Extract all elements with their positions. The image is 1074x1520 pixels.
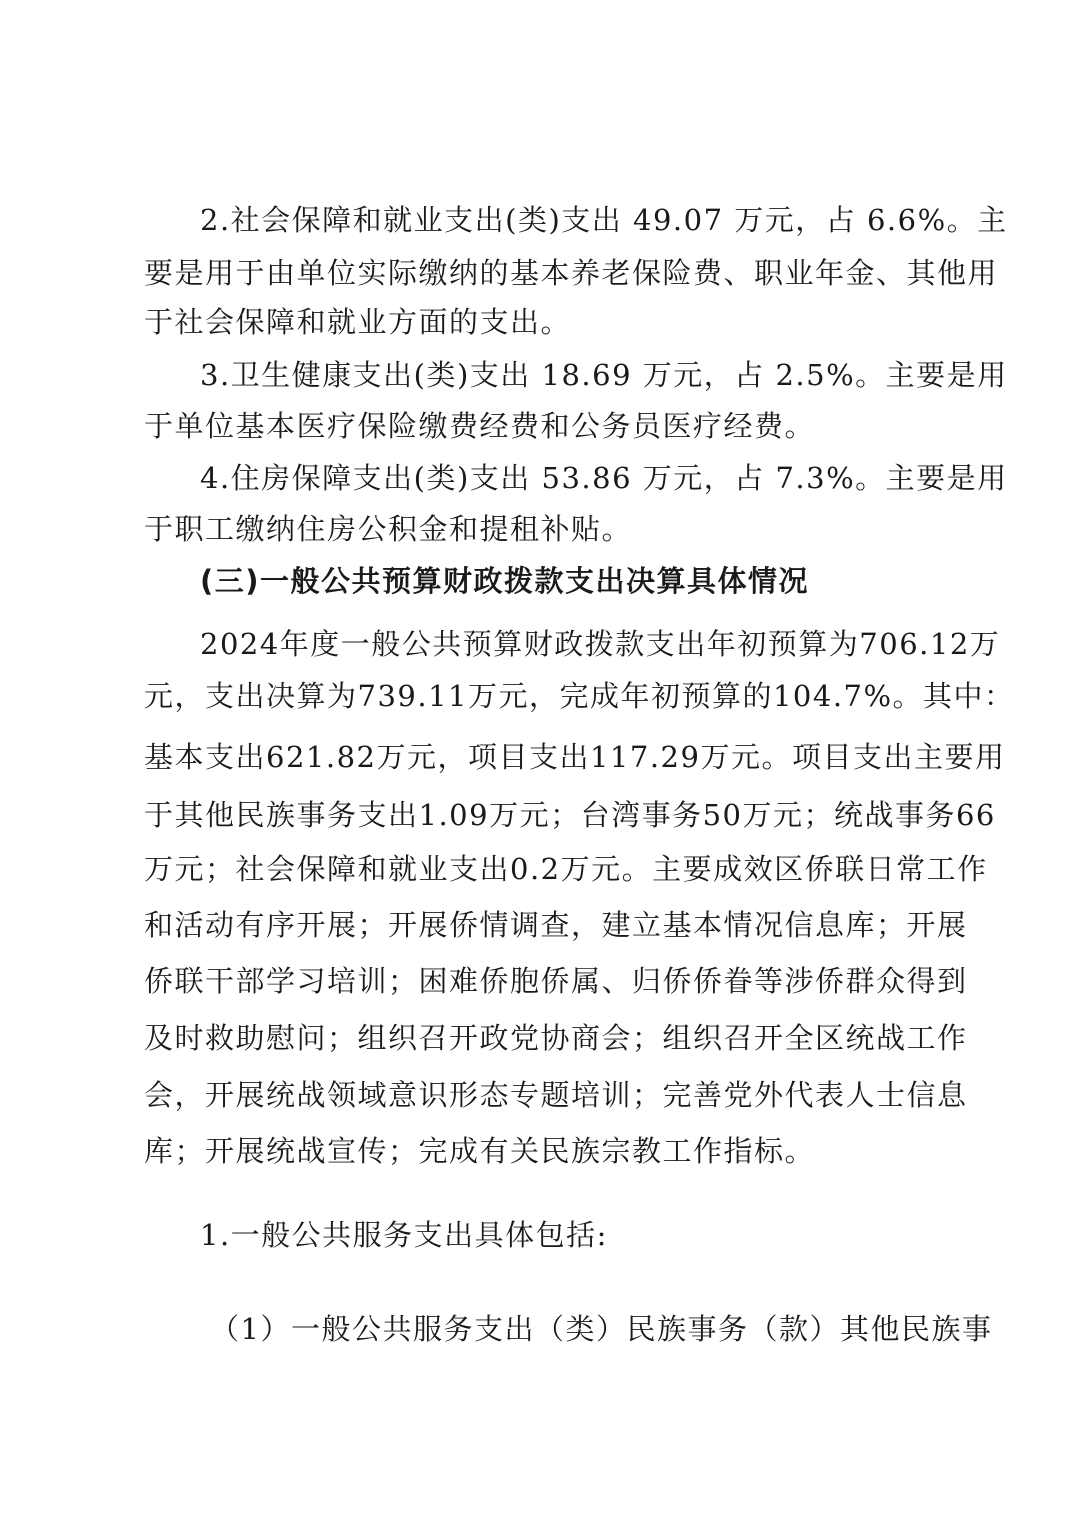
item-one-line: （1）一般公共服务支出（类）民族事务（款）其他民族事: [210, 1312, 993, 1346]
budget-overview-line-10: 库；开展统战宣传；完成有关民族宗教工作指标。: [144, 1134, 816, 1168]
budget-overview-line-6: 和活动有序开展；开展侨情调查，建立基本情况信息库；开展: [144, 908, 968, 942]
social-security-line-2: 要是用于由单位实际缴纳的基本养老保险费、职业年金、其他用: [144, 256, 999, 290]
health-line-2: 于单位基本医疗保险缴费经费和公务员医疗经费。: [144, 409, 816, 443]
budget-overview-line-9: 会，开展统战领域意识形态专题培训；完善党外代表人士信息: [144, 1078, 968, 1112]
general-public-services-line: 1.一般公共服务支出具体包括:: [200, 1218, 608, 1252]
budget-overview-line-1: 2024年度一般公共预算财政拨款支出年初预算为706.12万: [200, 627, 1001, 661]
social-security-line-3: 于社会保障和就业方面的支出。: [144, 305, 572, 339]
social-security-line-1: 2.社会保障和就业支出(类)支出 49.07 万元，占 6.6%。主: [200, 203, 1008, 237]
budget-overview-line-8: 及时救助慰问；组织召开政党协商会；组织召开全区统战工作: [144, 1021, 968, 1055]
budget-overview-line-4: 于其他民族事务支出1.09万元；台湾事务50万元；统战事务66: [144, 798, 996, 832]
housing-line-2: 于职工缴纳住房公积金和提租补贴。: [144, 512, 633, 546]
health-line-1: 3.卫生健康支出(类)支出 18.69 万元，占 2.5%。主要是用: [200, 358, 1008, 392]
budget-overview-line-2: 元，支出决算为739.11万元，完成年初预算的104.7%。其中：: [144, 679, 1015, 713]
budget-overview-line-3: 基本支出621.82万元，项目支出117.29万元。项目支出主要用: [144, 740, 1006, 774]
housing-line-1: 4.住房保障支出(类)支出 53.86 万元，占 7.3%。主要是用: [200, 461, 1008, 495]
section-three-heading: (三)一般公共预算财政拨款支出决算具体情况: [200, 564, 810, 598]
budget-overview-line-5: 万元；社会保障和就业支出0.2万元。主要成效区侨联日常工作: [144, 852, 988, 886]
budget-overview-line-7: 侨联干部学习培训；困难侨胞侨属、归侨侨眷等涉侨群众得到: [144, 964, 968, 998]
